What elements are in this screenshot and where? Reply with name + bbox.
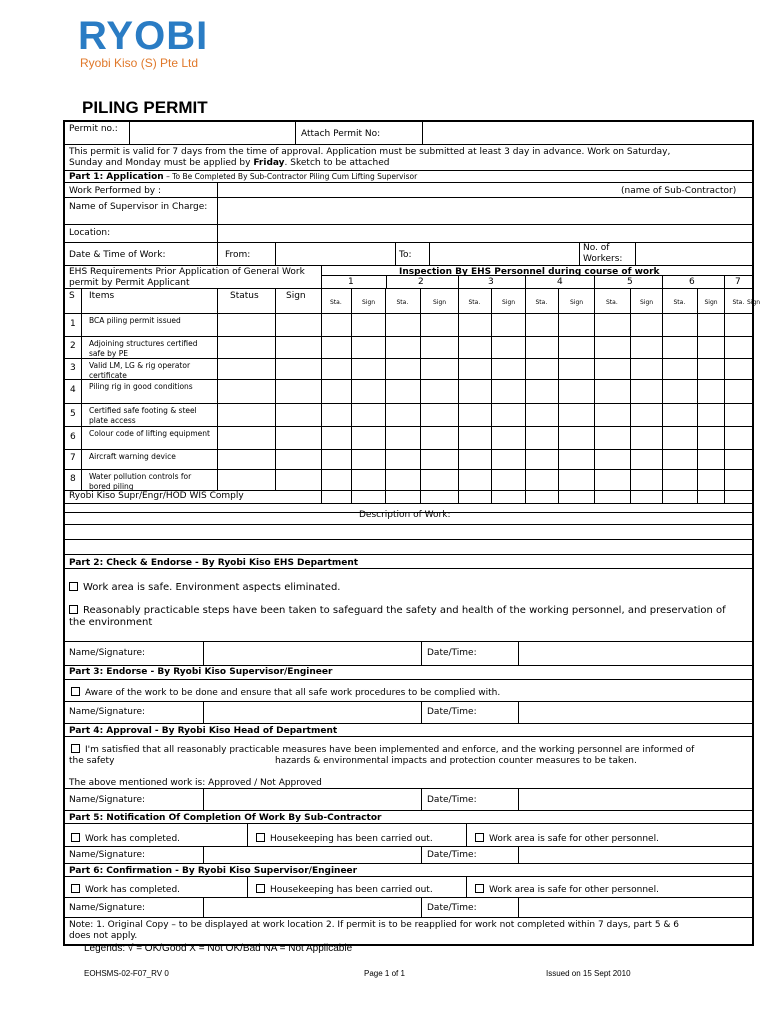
checkbox[interactable]: [256, 833, 265, 842]
part2-heading: Part 2: Check & Endorse - By Ryobi Kiso EHS Department: [69, 558, 359, 568]
part4-check: I'm satisfied that all reasonably practicable measures have been implemented and enforce, and the working personnel are informed of: [71, 744, 694, 756]
sub-header-status: Sta.: [468, 299, 481, 306]
checklist-item: Aircraft warning device: [89, 452, 176, 461]
rule-line: [65, 863, 753, 864]
part2-check2-cont: the environment: [69, 617, 153, 628]
rule-line: [65, 701, 753, 702]
comply-row: Ryobi Kiso Supr/Engr/HOD WIS Comply: [69, 491, 244, 501]
rule-line: [697, 288, 698, 503]
part1-heading: Part 1: Application – To Be Completed By Sub-Contractor Piling Cum Lifting Supervisor: [69, 172, 418, 182]
item-number: 5: [70, 408, 76, 419]
item-number: 8: [70, 473, 76, 484]
rule-line: [491, 288, 492, 503]
location-label: Location:: [69, 228, 111, 238]
rule-line: [203, 788, 204, 810]
permit-form: [63, 120, 761, 946]
part4-date-time: Date/Time:: [427, 795, 477, 805]
company-name: Ryobi Kiso (S) Pte Ltd: [80, 56, 199, 70]
sub-header-status: Sta.: [673, 299, 686, 306]
rule-line: [579, 242, 580, 265]
part4-above: The above mentioned work is: Approved / Not Approved: [69, 778, 322, 788]
rule-line: [65, 679, 753, 680]
part2-date-time: Date/Time:: [427, 648, 477, 658]
rule-line: [421, 788, 422, 810]
issued-date: Issued on 15 Sept 2010: [546, 969, 631, 978]
part6-date-time: Date/Time:: [427, 903, 477, 913]
checkbox[interactable]: [71, 884, 80, 893]
part2-check1: Work area is safe. Environment aspects eliminated.: [69, 582, 341, 593]
page-title: PILING PERMIT: [82, 98, 208, 117]
part5-c1: Work has completed.: [71, 833, 180, 845]
to-label: To:: [399, 250, 412, 260]
from-label: From:: [225, 250, 251, 260]
work-performed-label: Work Performed by :: [69, 186, 162, 196]
rule-line: [518, 701, 519, 723]
part4-check-b2: hazards & environmental impacts and protection counter measures to be taken.: [275, 756, 637, 766]
inspection-header: Inspection By EHS Personnel during course of work: [399, 267, 660, 277]
workers-label: No. of Workers:: [583, 243, 623, 264]
rule-line: [247, 823, 248, 846]
rule-line: [65, 665, 753, 666]
item-number: 6: [70, 431, 76, 442]
rule-line: [429, 242, 430, 265]
inspection-day-number: 2: [418, 277, 424, 287]
inspection-day-number: 7: [735, 277, 741, 287]
datetime-label: Date & Time of Work:: [69, 250, 166, 260]
checklist-item: Colour code of lifting equipment: [89, 429, 210, 438]
rule-line: [203, 897, 204, 917]
rule-line: [558, 288, 559, 503]
rule-line: [518, 846, 519, 863]
part5-date-time: Date/Time:: [427, 850, 477, 860]
part6-c3: Work area is safe for other personnel.: [475, 884, 659, 896]
rule-line: [421, 641, 422, 665]
rule-line: [630, 288, 631, 503]
rule-line: [217, 242, 218, 265]
part6-c1: Work has completed.: [71, 884, 180, 896]
rule-line: [753, 288, 754, 503]
rule-line: [635, 242, 636, 265]
rule-line: [203, 701, 204, 723]
checkbox[interactable]: [256, 884, 265, 893]
part3-heading: Part 3: Endorse - By Ryobi Kiso Supervisor/Engineer: [69, 667, 333, 677]
notice-line-2: Sunday and Monday must be applied by Friday. Sketch to be attached: [69, 158, 390, 168]
part4-name-sig: Name/Signature:: [69, 795, 146, 805]
note-line-2: does not apply.: [69, 931, 138, 941]
checkbox[interactable]: [71, 833, 80, 842]
rule-line: [466, 823, 467, 846]
rule-line: [386, 275, 387, 288]
part5-name-sig: Name/Signature:: [69, 850, 146, 860]
checklist-item: Adjoining structures certified safe by PE: [89, 339, 198, 358]
inspection-day-number: 5: [627, 277, 633, 287]
rule-line: [525, 288, 526, 503]
checklist-item: Certified safe footing & steel plate access: [89, 406, 197, 425]
sub-header-status: Sta.: [606, 299, 618, 306]
rule-line: [662, 275, 663, 288]
permit-no-label: Permit no.:: [69, 124, 118, 134]
rule-line: [662, 288, 663, 503]
item-number: 7: [70, 453, 76, 463]
sub-header-status: Sta.: [396, 299, 409, 306]
rule-line: [65, 554, 753, 555]
attach-permit-label: Attach Permit No:: [301, 129, 381, 139]
rule-line: [65, 449, 753, 450]
rule-line: [203, 641, 204, 665]
rule-line: [247, 876, 248, 897]
rule-line: [217, 197, 218, 224]
checkbox[interactable]: [69, 605, 78, 614]
checkbox[interactable]: [69, 582, 78, 591]
checklist-item: Water pollution controls for bored piling: [89, 472, 192, 491]
rule-line: [203, 846, 204, 863]
part2-name-sig: Name/Signature:: [69, 648, 146, 658]
rule-line: [217, 288, 218, 491]
rule-line: [65, 503, 753, 504]
part3-date-time: Date/Time:: [427, 707, 477, 717]
rule-line: [217, 182, 218, 197]
rule-line: [65, 723, 753, 724]
rule-line: [65, 336, 753, 337]
part4-heading: Part 4: Approval - By Ryobi Kiso Head of Department: [69, 726, 338, 736]
ryobi-logo: RYOBI: [78, 14, 209, 58]
item-number: 4: [70, 385, 76, 395]
rule-line: [724, 275, 725, 288]
rule-line: [65, 426, 753, 427]
inspection-day-number: 4: [557, 277, 563, 287]
sub-header-sign: Sign: [640, 299, 654, 306]
sub-header-sign: Sign: [362, 299, 376, 306]
page-number: Page 1 of 1: [364, 969, 405, 978]
rule-line: [458, 288, 459, 503]
sub-header-status: Sta.: [535, 299, 548, 306]
checklist-item: Piling rig in good conditions: [89, 382, 193, 391]
part2-check2: Reasonably practicable steps have been taken to safeguard the safety and health of the working personnel, and preservation of: [69, 605, 726, 616]
col-items: Items: [89, 291, 115, 301]
part3-name-sig: Name/Signature:: [69, 707, 146, 717]
supervisor-label: Name of Supervisor in Charge:: [69, 202, 208, 212]
rule-line: [420, 288, 421, 503]
rule-line: [275, 288, 276, 491]
col-s: S: [69, 291, 75, 301]
item-number: 1: [70, 318, 76, 329]
sub-header-sign: Sign: [704, 299, 718, 306]
sub-header-status: Sta.: [330, 299, 342, 306]
sub-header-sign: Sign: [433, 299, 447, 306]
description-label: Description of Work:: [359, 510, 451, 520]
part6-c2: Housekeeping has been carried out.: [256, 884, 433, 896]
rule-line: [421, 701, 422, 723]
rule-line: [65, 524, 753, 525]
legends: Legends: √ = OK/Good X = Not OK/Bad NA = Not Applicable: [84, 943, 353, 954]
part4-check-b1: the safety: [69, 756, 115, 766]
rule-line: [65, 469, 753, 470]
col-sign: Sign: [286, 291, 306, 301]
rule-line: [65, 144, 753, 145]
rule-line: [65, 224, 753, 225]
rule-line: [724, 288, 725, 503]
rule-line: [421, 846, 422, 863]
rule-line: [295, 122, 296, 144]
rule-line: [217, 224, 218, 242]
sub-header-sign: Sign: [570, 299, 584, 306]
rule-line: [385, 288, 386, 503]
rule-line: [518, 897, 519, 917]
rule-line: [65, 403, 753, 404]
item-number: 3: [70, 362, 76, 373]
rule-line: [275, 242, 276, 265]
rule-line: [65, 641, 753, 642]
inspection-day-number: 1: [348, 277, 354, 287]
checkbox[interactable]: [71, 744, 80, 753]
checklist-item: Valid LM, LG & rig operator certificate: [89, 361, 191, 380]
ehs-requirements-header: EHS Requirements Prior Application of General Work permit by Permit Applicant: [69, 267, 305, 288]
rule-line: [65, 539, 753, 540]
sub-header-sign: Sign: [747, 299, 761, 306]
rule-line: [395, 242, 396, 265]
part5-c3: Work area is safe for other personnel.: [475, 833, 659, 845]
part5-heading: Part 5: Notification Of Completion Of Work By Sub-Contractor: [69, 813, 382, 823]
rule-line: [81, 288, 82, 491]
notice-line-1: This permit is valid for 7 days from the time of approval. Application must be submitted at least 3 day in advance. Work on Saturday,: [69, 147, 671, 157]
rule-line: [351, 288, 352, 503]
part5-c2: Housekeeping has been carried out.: [256, 833, 433, 845]
rule-line: [518, 788, 519, 810]
inspection-day-number: 3: [488, 277, 494, 287]
checkbox[interactable]: [475, 833, 484, 842]
rule-line: [65, 810, 753, 811]
item-number: 2: [70, 341, 76, 351]
rule-line: [65, 897, 753, 898]
checkbox[interactable]: [71, 687, 80, 696]
part6-heading: Part 6: Confirmation - By Ryobi Kiso Supervisor/Engineer: [69, 866, 358, 876]
rule-line: [466, 876, 467, 897]
rule-line: [65, 242, 753, 243]
sub-header-sign: Sign: [502, 299, 516, 306]
rule-line: [421, 897, 422, 917]
col-status: Status: [230, 291, 259, 301]
rule-line: [321, 288, 322, 503]
note-line-1: Note: 1. Original Copy – to be displayed at work location 2. If permit is to be reapplied for work not completed within 7 days, part 5 & 6: [69, 920, 680, 930]
part6-name-sig: Name/Signature:: [69, 903, 146, 913]
subcontractor-note: (name of Sub-Contractor): [621, 186, 737, 196]
checkbox[interactable]: [475, 884, 484, 893]
rule-line: [65, 917, 753, 918]
rule-line: [422, 122, 423, 144]
checklist-item: BCA piling permit issued: [89, 316, 181, 325]
sub-header-status: Sta.: [732, 299, 745, 306]
rule-line: [518, 641, 519, 665]
inspection-day-number: 6: [689, 277, 695, 287]
rule-line: [65, 846, 753, 847]
rule-line: [65, 265, 753, 266]
rule-line: [129, 122, 130, 144]
rule-line: [65, 313, 753, 314]
part3-check: Aware of the work to be done and ensure that all safe work procedures to be complied with.: [71, 687, 500, 699]
rule-line: [594, 288, 595, 503]
doc-code: EOHSMS-02-F07_RV 0: [84, 969, 169, 978]
rule-line: [65, 197, 753, 198]
